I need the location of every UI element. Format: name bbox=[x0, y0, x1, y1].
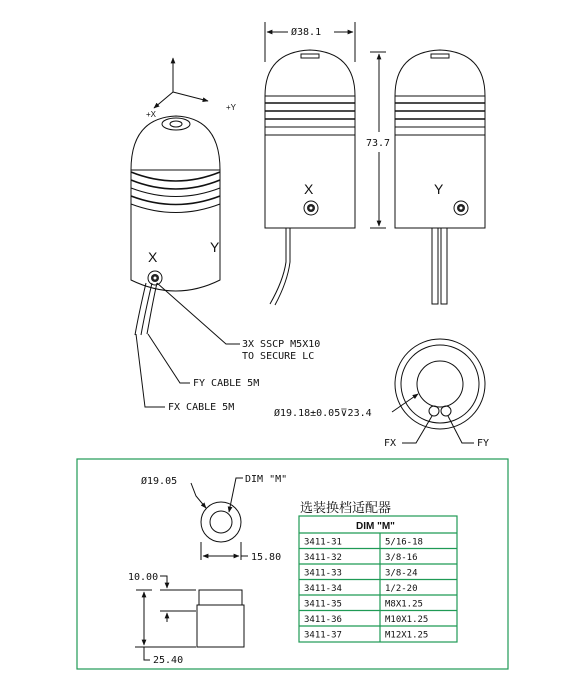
side-screw-icon bbox=[454, 201, 468, 215]
table-cell-model: 3411-33 bbox=[304, 568, 342, 579]
fy-label: FY bbox=[477, 438, 490, 449]
front-x-label: X bbox=[304, 181, 314, 197]
table-cell-model: 3411-35 bbox=[304, 599, 342, 610]
axis-y-label: +Y bbox=[226, 103, 237, 112]
table-cell-model: 3411-31 bbox=[304, 537, 342, 548]
table-cell-thread: M8X1.25 bbox=[385, 599, 423, 610]
table-cell-thread: 1/2-20 bbox=[385, 584, 418, 594]
table-cell-thread: 5/16-18 bbox=[385, 537, 423, 548]
fx-cable-iso bbox=[135, 283, 146, 335]
height-73-label: 73.7 bbox=[366, 138, 391, 149]
screws-note-line2: TO SECURE LC bbox=[242, 351, 315, 362]
fx-label: FX bbox=[384, 438, 397, 449]
iso-leaders bbox=[136, 283, 320, 413]
table-cell-model: 3411-34 bbox=[304, 584, 342, 594]
iso-x-label: X bbox=[148, 249, 158, 265]
axis-x-label: +X bbox=[146, 110, 157, 119]
iso-body bbox=[131, 170, 220, 291]
table-cell-thread: M12X1.25 bbox=[385, 630, 429, 641]
adapter-top-height-label: 10.00 bbox=[128, 572, 159, 583]
table-title: 选装换档适配器 bbox=[300, 501, 392, 516]
adapter-side-view bbox=[128, 572, 244, 666]
table-header: DIM "M" bbox=[356, 521, 395, 532]
table-cell-thread: 3/8-16 bbox=[385, 553, 418, 563]
table-cell-thread: 3/8-24 bbox=[385, 568, 418, 579]
adapter-table bbox=[299, 500, 457, 642]
adapter-width-label: 15.80 bbox=[251, 552, 282, 563]
axis-triad bbox=[146, 58, 237, 119]
adapter-total-height-label: 25.40 bbox=[153, 655, 184, 666]
side-view-y bbox=[395, 50, 485, 304]
fx-cable-label: FX CABLE 5M bbox=[168, 402, 235, 413]
front-view-x bbox=[265, 22, 355, 305]
table-cell-thread: M10X1.25 bbox=[385, 615, 429, 625]
adapter-diameter-label: Ø19.05 bbox=[141, 476, 178, 487]
dim-m-label: DIM "M" bbox=[245, 474, 288, 485]
front-screw-icon bbox=[304, 201, 318, 215]
table-cell-model: 3411-37 bbox=[304, 630, 342, 641]
iso-screw-icon bbox=[148, 271, 162, 285]
table-cell-model: 3411-32 bbox=[304, 553, 342, 563]
height-dimension bbox=[366, 52, 390, 228]
side-y-label: Y bbox=[434, 181, 444, 197]
iso-dome bbox=[131, 116, 220, 170]
fy-cable-label: FY CABLE 5M bbox=[193, 378, 260, 389]
bore-dimension-label: Ø19.18±0.05⊽23.4 bbox=[274, 408, 372, 419]
adapter-top-view bbox=[141, 474, 287, 563]
screws-note-line1: 3X SSCP M5X10 bbox=[242, 339, 321, 350]
table-cell-model: 3411-36 bbox=[304, 615, 342, 625]
isometric-view bbox=[131, 58, 237, 335]
diameter-38-label: Ø38.1 bbox=[291, 27, 322, 38]
iso-y-label: Y bbox=[210, 239, 220, 255]
